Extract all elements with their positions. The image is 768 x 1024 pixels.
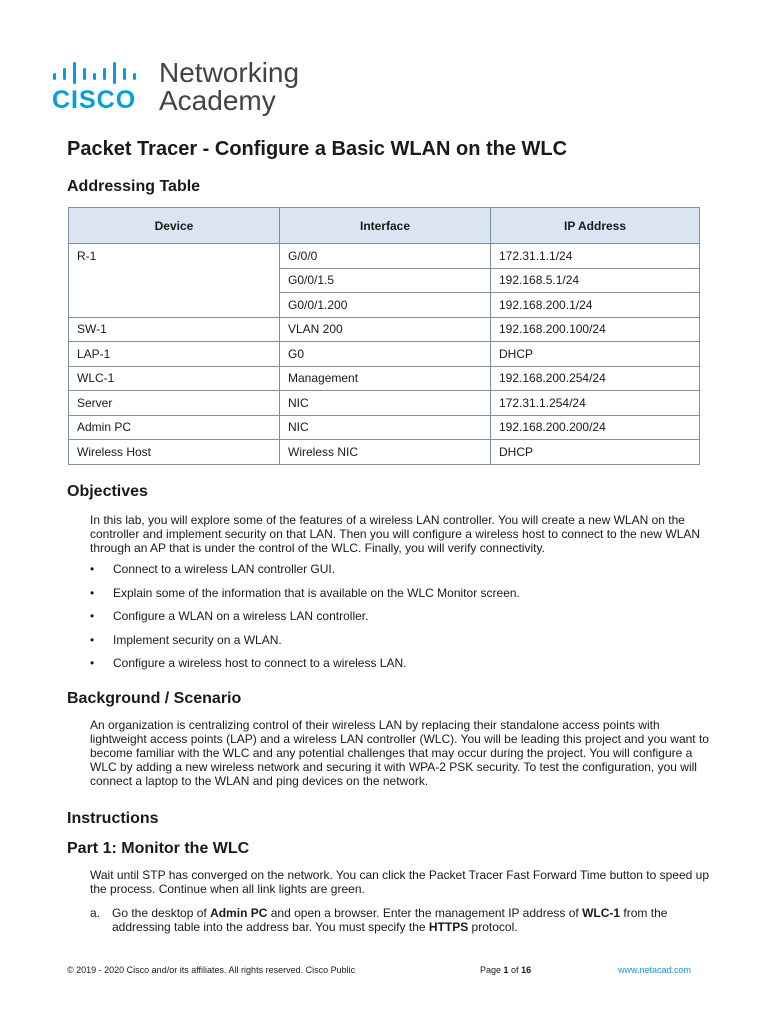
table-row bbox=[69, 244, 700, 269]
interface-cell: G/0/0 bbox=[280, 244, 491, 269]
ip-cell: 192.168.200.254/24 bbox=[491, 366, 700, 391]
column-header: Interface bbox=[280, 208, 491, 244]
objectives-list bbox=[90, 562, 520, 680]
table-row bbox=[69, 268, 700, 293]
step-bold-admin-pc: Admin PC bbox=[210, 906, 268, 920]
step-bold-wlc: WLC-1 bbox=[582, 906, 621, 920]
ip-cell: 172.31.1.254/24 bbox=[491, 391, 700, 416]
device-cell: LAP-1 bbox=[69, 342, 280, 367]
device-cell: Wireless Host bbox=[69, 440, 280, 465]
list-item: • Configure a WLAN on a wireless LAN controller. bbox=[90, 609, 520, 633]
device-cell: WLC-1 bbox=[69, 366, 280, 391]
interface-cell: Management bbox=[280, 366, 491, 391]
part1-heading: Part 1: Monitor the WLC bbox=[67, 840, 250, 857]
page-number bbox=[480, 965, 531, 975]
page-prefix: Page bbox=[480, 965, 504, 975]
page-current: 1 bbox=[503, 965, 509, 975]
table-row bbox=[69, 391, 700, 416]
step-bold-https: HTTPS bbox=[428, 920, 469, 934]
column-header: IP Address bbox=[491, 208, 700, 244]
cisco-bridge-icon bbox=[52, 62, 148, 84]
background-text: An organization is centralizing control of their wireless LAN by replacing their standalone access points with lightweight access points (LAP) and a wireless LAN controller (WLC). You will be leading this project and you want to become familiar with the WLC and any potential challenges that may occur during the project. You will configure a WLC by adding a new wireless network and securing it with WPA-2 PSK security. To test the configuration, you will connect a laptop to the WLAN and ping devices on the network. bbox=[90, 718, 709, 788]
ip-cell: 192.168.200.1/24 bbox=[491, 293, 700, 318]
brand-line-academy: Academy bbox=[159, 85, 276, 116]
step-a bbox=[90, 906, 710, 934]
ip-cell: 192.168.5.1/24 bbox=[491, 268, 700, 293]
ip-cell: 192.168.200.200/24 bbox=[491, 415, 700, 440]
ip-cell: 192.168.200.100/24 bbox=[491, 317, 700, 342]
step-label: a. bbox=[90, 906, 101, 920]
document-title: Packet Tracer - Configure a Basic WLAN on the WLC bbox=[67, 138, 568, 160]
page-of: of bbox=[508, 965, 522, 975]
objectives-intro: In this lab, you will explore some of the features of a wireless LAN controller. You will create a new WLAN on the controller and implement security on that LAN. Then you will configure a wireless host to connect to the new WLAN through an AP that is under the control of the WLC. Finally, you will verify connectivity. bbox=[90, 513, 701, 555]
interface-cell: G0/0/1.200 bbox=[280, 293, 491, 318]
part1-text: Wait until STP has converged on the network. You can click the Packet Tracer Fast Forward Time button to speed up the process. Continue when all link lights are green. bbox=[90, 868, 709, 896]
step-text bbox=[112, 906, 710, 934]
objectives-heading: Objectives bbox=[67, 483, 148, 500]
device-cell bbox=[69, 293, 280, 318]
table-header-row bbox=[69, 208, 700, 244]
device-cell: SW-1 bbox=[69, 317, 280, 342]
interface-cell: NIC bbox=[280, 391, 491, 416]
cisco-wordmark: CISCO bbox=[52, 86, 137, 114]
table-row bbox=[69, 366, 700, 391]
list-item: • Connect to a wireless LAN controller GUI. bbox=[90, 562, 520, 586]
addressing-table bbox=[68, 207, 700, 465]
device-cell: R-1 bbox=[69, 244, 280, 269]
interface-cell: G0 bbox=[280, 342, 491, 367]
column-header: Device bbox=[69, 208, 280, 244]
step-text-part: and open a browser. Enter the management IP address of bbox=[267, 906, 583, 920]
cisco-networking-academy-logo bbox=[52, 58, 372, 118]
ip-cell: 172.31.1.1/24 bbox=[491, 244, 700, 269]
device-cell: Admin PC bbox=[69, 415, 280, 440]
addressing-table-heading: Addressing Table bbox=[67, 178, 201, 195]
interface-cell: Wireless NIC bbox=[280, 440, 491, 465]
device-cell: Server bbox=[69, 391, 280, 416]
interface-cell: G0/0/1.5 bbox=[280, 268, 491, 293]
copyright-text: © 2019 - 2020 Cisco and/or its affiliates. All rights reserved. Cisco Public bbox=[67, 965, 356, 975]
page-total: 16 bbox=[521, 965, 532, 975]
table-row bbox=[69, 342, 700, 367]
step-text-part: protocol. bbox=[468, 920, 518, 934]
instructions-heading: Instructions bbox=[67, 810, 159, 827]
table-row bbox=[69, 415, 700, 440]
step-text-part: from the addressing table into the address bar. You must specify the bbox=[112, 906, 668, 934]
table-row bbox=[69, 293, 700, 318]
table-row bbox=[69, 317, 700, 342]
brand-line-networking: Networking bbox=[159, 57, 300, 88]
interface-cell: NIC bbox=[280, 415, 491, 440]
device-cell bbox=[69, 268, 280, 293]
netacad-link[interactable]: www.netacad.com bbox=[618, 965, 692, 975]
interface-cell: VLAN 200 bbox=[280, 317, 491, 342]
table-row bbox=[69, 440, 700, 465]
step-text-part: Go the desktop of bbox=[112, 906, 211, 920]
list-item: • Implement security on a WLAN. bbox=[90, 633, 520, 657]
list-item: • Configure a wireless host to connect to a wireless LAN. bbox=[90, 656, 520, 680]
ip-cell: DHCP bbox=[491, 440, 700, 465]
background-heading: Background / Scenario bbox=[67, 690, 242, 707]
ip-cell: DHCP bbox=[491, 342, 700, 367]
list-item: • Explain some of the information that is available on the WLC Monitor screen. bbox=[90, 586, 520, 610]
